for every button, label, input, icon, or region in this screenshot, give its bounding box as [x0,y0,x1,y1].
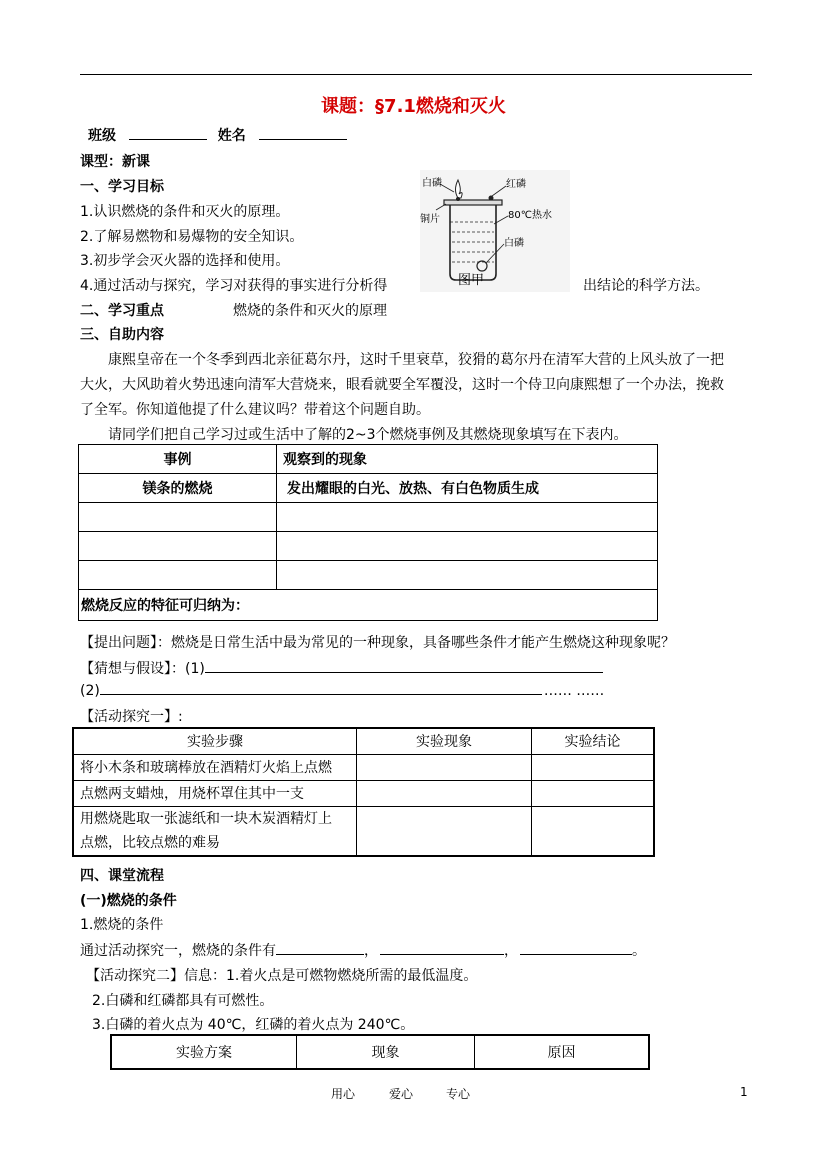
figure-background [420,170,570,292]
goal-item: 3.初步学会灭火器的选择和使用。 [80,253,290,269]
page-title: 课题：§7.1燃烧和灭火 [321,96,506,117]
table-footer-row [79,590,658,621]
class-flow-item: 1.燃烧的条件 [80,917,164,933]
table-cell[interactable] [79,561,277,590]
table-header-cell: 原因 [475,1035,650,1069]
copper-plate-icon [444,200,502,205]
name-blank[interactable] [259,139,347,140]
class-blank[interactable] [129,139,207,140]
table-header-row [79,445,658,474]
condition-blank-1[interactable] [276,954,364,955]
table-row [79,561,658,590]
table-cell[interactable] [357,781,532,807]
activity1-table [72,727,655,857]
activity2-table [110,1034,650,1070]
table-cell[interactable] [532,807,655,857]
page-number: 1 [740,1085,748,1099]
fig-label-copper: 铜片 [420,214,440,225]
experiment-figure [420,170,570,292]
conditions-sentence-start: 通过活动探究一，燃烧的条件有 [80,943,276,959]
fig-label-white-p: 白磷 [422,178,442,189]
footer-motto: 用心 [331,1087,356,1101]
table-cell-line: 点燃，比较点燃的难易 [80,835,220,851]
goals-heading: 一、学习目标 [80,179,164,195]
header-rule [80,74,752,75]
table-cell[interactable] [532,755,655,781]
key-points-text: 燃烧的条件和灭火的原理 [233,303,387,319]
table-row [73,781,654,807]
table-header-cell: 现象 [297,1035,475,1069]
hypothesis-line-1 [80,658,603,678]
story-line-1: 康熙皇帝在一个冬季到西北亲征葛尔丹，这时千里衰草，狡猾的葛尔丹在清军大营的上风头放了一把 [108,352,724,368]
hypothesis-blank-2[interactable] [100,694,542,695]
table-cell[interactable] [79,532,277,561]
red-phosphorus-icon [489,196,494,201]
table-row [79,532,658,561]
table-header-cell: 实验方案 [111,1035,297,1069]
hypothesis-ellipsis: …… …… [543,683,605,699]
activity2-item: 3.白磷的着火点为 40℃，红磷的着火点为 240℃。 [92,1017,415,1033]
fig-label-white-p-bottom: 白磷 [504,238,524,249]
table-header-cell: 事例 [79,445,277,474]
conditions-sentence [80,940,646,960]
table-row [79,503,658,532]
period: 。 [632,943,646,959]
activity2-intro: 【活动探究二】信息：1.着火点是可燃物燃烧所需的最低温度。 [86,968,478,984]
goal-item-tail: 出结论的科学方法。 [583,278,709,294]
goal-item: 1.认识燃烧的条件和灭火的原理。 [80,204,290,220]
fig-caption: 图甲 [458,273,485,288]
hypothesis-blank-1[interactable] [205,672,603,673]
activity1-label: 【活动探究一】: [80,709,183,725]
table-cell: 发出耀眼的白光、放热、有白色物质生成 [277,474,658,503]
table-header-row [73,728,654,755]
footer-motto: 爱心 [389,1087,414,1101]
table-cell-line: 用燃烧匙取一张滤纸和一块木炭酒精灯上 [80,811,332,827]
table-header-cell: 实验现象 [357,728,532,755]
story-line-2: 大火，大风助着火势迅速向清军大营烧来，眼看就要全军覆没，这时一个侍卫向康熙想了一个办法，挽救 [80,377,724,393]
course-type: 课型：新课 [80,154,150,170]
table-row [79,474,658,503]
footer-motto: 专心 [446,1087,471,1101]
table-cell[interactable] [277,532,658,561]
table-cell[interactable] [532,781,655,807]
table-footer-cell[interactable]: 燃烧反应的特征可归纳为： [79,590,658,621]
comma: ， [504,943,518,959]
self-study-heading: 三、自助内容 [80,327,164,343]
class-label: 班级 [88,128,116,144]
table-cell[interactable] [79,503,277,532]
table-cell [73,807,357,857]
goal-item: 2.了解易燃物和易爆物的安全知识。 [80,229,304,245]
table-cell[interactable] [357,755,532,781]
story-line-3: 了全军。你知道他提了什么建议吗？带着这个问题自助。 [80,402,430,418]
table-header-cell: 实验步骤 [73,728,357,755]
goal-item: 4.通过活动与探究，学习对获得的事实进行分析得 [80,278,388,294]
name-label: 姓名 [217,128,246,144]
table-header-cell: 观察到的现象 [277,445,658,474]
condition-blank-3[interactable] [520,954,632,955]
combustion-examples-table [78,444,658,621]
student-info [88,125,347,145]
question-text: 【提出问题】：燃烧是日常生活中最为常见的一种现象，具备哪些条件才能产生燃烧这种现象呢？ [80,635,675,651]
table-instruction: 请同学们把自己学习过或生活中了解的2~3个燃烧事例及其燃烧现象填写在下表内。 [108,427,628,443]
comma: ， [364,943,378,959]
table-cell[interactable] [277,561,658,590]
table-cell: 将小木条和玻璃棒放在酒精灯火焰上点燃 [73,755,357,781]
table-row [73,807,654,857]
activity2-item: 2.白磷和红磷都具有可燃性。 [92,993,274,1009]
table-header-row [111,1035,649,1069]
table-header-cell: 实验结论 [532,728,655,755]
fig-label-red-p: 红磷 [506,179,526,190]
condition-blank-2[interactable] [380,954,504,955]
hypothesis-item-2: (2) [80,683,100,699]
class-flow-subheading: (一)燃烧的条件 [80,893,177,909]
class-flow-heading: 四、课堂流程 [80,868,164,884]
table-row [73,755,654,781]
hypothesis-line-2 [80,683,604,699]
hypothesis-label: 【猜想与假设】：(1) [80,661,205,677]
fig-label-hot-water: 80℃热水 [508,210,552,221]
key-points-heading: 二、学习重点 [80,303,164,319]
table-cell[interactable] [277,503,658,532]
table-cell: 点燃两支蜡烛，用烧杯罩住其中一支 [73,781,357,807]
table-cell[interactable] [357,807,532,857]
table-cell: 镁条的燃烧 [79,474,277,503]
